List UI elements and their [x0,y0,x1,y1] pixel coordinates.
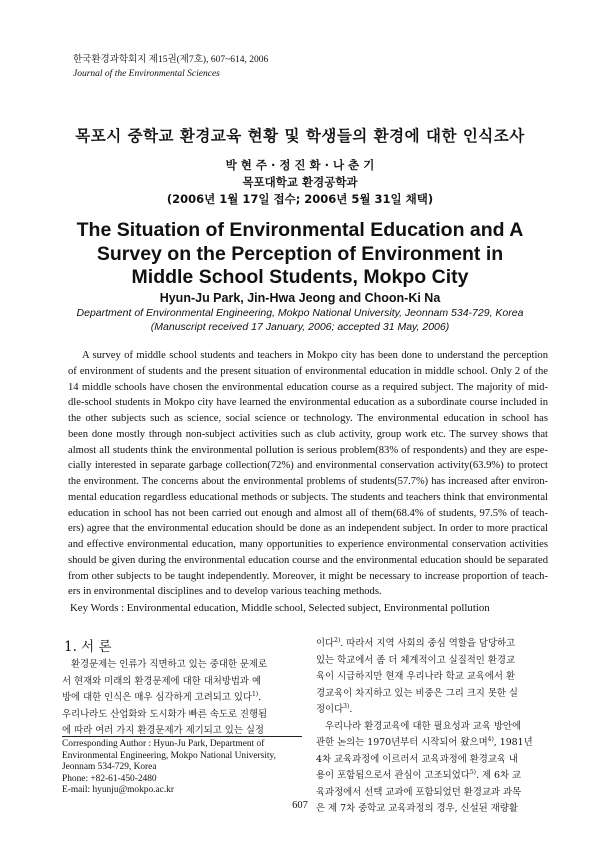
journal-header [73,53,268,81]
correspondence-line: Corresponding Author : Hyun-Ju Park, Department of [62,739,265,749]
body-line: 환경문제는 인류가 직면하고 있는 중대한 문제로 [71,659,268,670]
body-line: 육과정에서 선택 교과에 포함되었던 환경교과 과목 [316,786,522,798]
body-line: 용이 포함됨으로서 관심이 고조되었다$^{5)}$. 제 6차 교 [316,769,522,781]
body-line: 있는 학교에서 좀 더 체계적이고 실질적인 환경교 [316,654,516,666]
citation-sup: 1) [251,691,259,698]
abstract-line: should be given during the environmental education course and the environmental education should be separated [68,554,548,566]
abstract-line: the other subjects such as science, social science or technology. The environmental education in school has [68,413,548,424]
english-title [40,219,560,290]
page-number: 607 [292,800,308,811]
english-affiliation: Department of Environmental Engineering, Mokpo National University, Jeonnam 534-729, Korea [76,307,524,319]
right-column-body [316,636,561,818]
abstract-line: ers) agree that the environmental education should be done as an independent subject. In order to more practical [68,523,548,535]
body-line: 정이다$^{3)}$. [316,703,353,715]
citation-sup: 3) [343,703,350,710]
citation-sup: 4) [487,736,494,743]
section-heading: 1. 서 론 [64,639,112,655]
footnote-divider [62,736,302,737]
correspondence-footnote [62,739,307,797]
body-line: 은 제 7차 중학교 교육과정의 경우, 신설된 재량활 [316,803,518,814]
abstract-line: ers in environmental disciplines and to develop various teaching methods. [68,586,382,598]
english-title-line: Middle School Students, Mokpo City [131,266,469,288]
body-line: 에 따라 여러 가지 환경문제가 제기되고 있는 실정 [62,725,264,736]
abstract-line: A survey of middle school students and teachers in Mokpo city has been done to understand the perception [82,350,548,361]
correspondence-line: Jeonnam 534-729, Korea [62,762,157,773]
abstract-line: education in school has not been carried out enough and almost all of them(68.4% of students, 97.5% of teach- [68,507,548,519]
abstract-line: mental education regardless educational methods or subjects. The students and teachers think that environmental [68,491,548,503]
abstract-line: from other subjects to be taught independently. Moreover, it might be necessary to increase proportion of teach- [68,570,548,582]
keywords: Key Words : Environmental education, Middle school, Selected subject, Environmental pollution [70,602,490,614]
korean-author-block [0,157,600,208]
abstract-line: cially interested in separate garbage collection(72%) and environmental conservation activity(63.9%) to protect [68,460,548,472]
abstract-line: been done mostly through non-subject activities such as club activity, group work etc. The survey shows that [68,428,548,440]
korean-dates: (2006년 1월 17일 접수; 2006년 5월 31일 채택) [166,192,434,206]
correspondence-email: E-mail: hyunju@mokpo.ac.kr [62,785,174,796]
body-line: 육이 시급하지만 현재 우리나라 학교 교육에서 환 [316,671,516,682]
abstract-line: 14 middle schools have chosen the environmental education course as a required subject. The majority of mid- [68,381,548,393]
abstract-line: of environment of students and the present situation of environmental education in middle school. Only 2 of the [68,365,548,377]
left-column-body [62,657,302,740]
korean-authors: 박 현 주 · 정 진 화 · 나 춘 기 [225,158,375,172]
body-line: 서 현재와 미래의 환경문제에 대한 대처방법과 예 [62,675,262,687]
english-title-line: The Situation of Environmental Education and A [76,219,524,241]
body-line: 4차 교육과정에 이르러서 교육과정에 환경교육 내 [316,753,518,765]
journal-citation-kr: 한국환경과학회지 제15권(제7호), 607~614, 2006 [73,55,269,65]
english-affiliation-block [0,306,600,334]
body-line: 방에 대한 인식은 매우 심각하게 고려되고 있다$^{1)}$. [62,691,262,703]
english-title-line: Survey on the Perception of Environment in [96,242,504,265]
english-dates: (Manuscript received 17 January, 2006; accepted 31 May, 2006) [150,321,450,333]
abstract-line: and effective environmental education, many opportunities to experience environmental conservation activities [68,539,548,550]
correspondence-line: Phone: +82-61-450-2480 [62,773,157,784]
abstract [68,348,548,600]
english-authors: Hyun-Ju Park, Jin-Hwa Jeong and Choon-Ki Na [159,291,441,305]
body-line: 우리나라 환경교육에 대한 필요성과 교육 방안에 [325,720,522,732]
journal-name-en: Journal of the Environmental Sciences [73,69,220,79]
korean-affiliation: 목포대학교 환경공학과 [242,175,358,189]
abstract-line: the environment. The concerns about the environmental problems of students(57.7%) has increased after environ- [68,476,548,487]
correspondence-line: Environmental Engineering, Mokpo National University, [62,750,276,761]
abstract-line: dle-school students in Mokpo city have learned the environmental education as a subordinate course included in [68,397,548,409]
korean-title: 목포시 중학교 환경교육 현황 및 학생들의 환경에 대한 인식조사 [75,127,525,145]
abstract-line: almost all students think the environmental pollution is serious problem(83% of respondents) and they are espe- [68,444,548,456]
citation-sup: 2) [334,637,341,644]
body-line: 우리나라도 산업화와 도시화가 빠른 속도로 진행됨 [62,708,268,720]
citation-sup: 5) [469,769,477,776]
body-line: 관한 논의는 1970년부터 시작되어 왔으며$^{4)}$, 1981년 [316,736,533,748]
body-line: 이다$^{2)}$. 따라서 지역 사회의 중심 역할을 담당하고 [316,637,516,649]
body-line: 경교육이 차지하고 있는 비중은 그리 크지 못한 실 [316,687,518,699]
